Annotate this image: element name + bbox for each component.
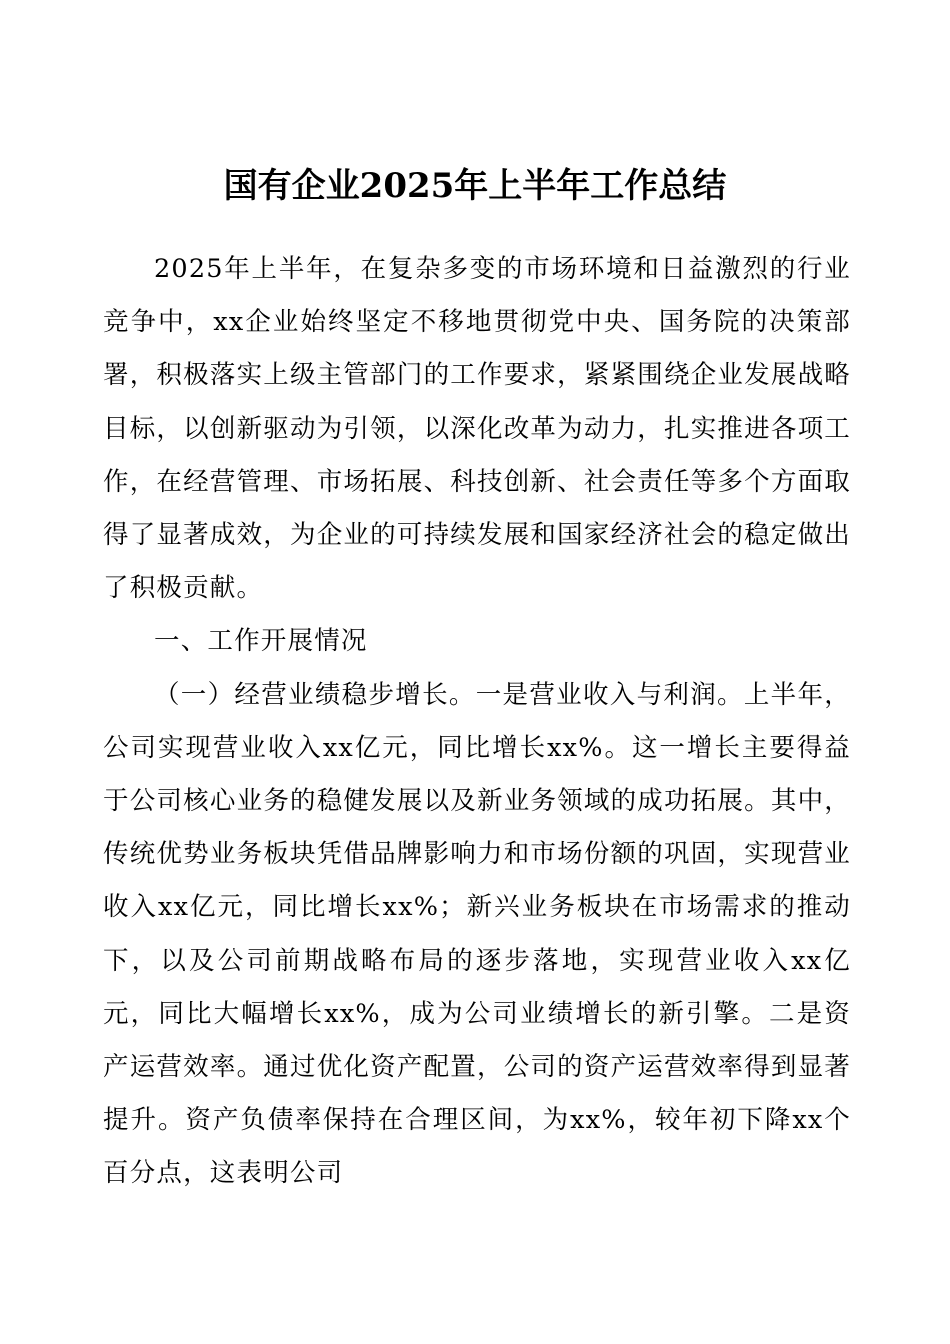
body-paragraph: （一）经营业绩稳步增长。一是营业收入与利润。上半年，公司实现营业收入xx亿元，同比增长xx%。这一增长主要得益于公司核心业务的稳健发展以及新业务领域的成功拓展。其中，传统优势业务板块凭借品牌影响力和市场份额的巩固，实现营业收入xx亿元，同比增长xx%；新兴业务板块在市场需求的推动下，以及公司前期战略布局的逐步落地，实现营业收入xx亿元，同比大幅增长xx%，成为公司业绩增长的新引擎。二是资产运营效率。通过优化资产配置，公司的资产运营效率得到显著提升。资产负债率保持在合理区间，为xx%，较年初下降xx个百分点，这表明公司 (103, 679, 851, 1189)
section-heading: 一、工作开展情况 (154, 626, 368, 657)
document-body (103, 243, 851, 1201)
intro-paragraph: 2025年上半年，在复杂多变的市场环境和日益激烈的行业竞争中，xx企业始终坚定不移地贯彻党中央、国务院的决策部署，积极落实上级主管部门的工作要求，紧紧围绕企业发展战略目标，以创新驱动为引领，以深化改革为动力，扎实推进各项工作，在经营管理、市场拓展、科技创新、社会责任等多个方面取得了显著成效，为企业的可持续发展和国家经济社会的稳定做出了积极贡献。 (103, 254, 851, 604)
document-title: 国有企业2025年上半年工作总结 (223, 166, 727, 206)
